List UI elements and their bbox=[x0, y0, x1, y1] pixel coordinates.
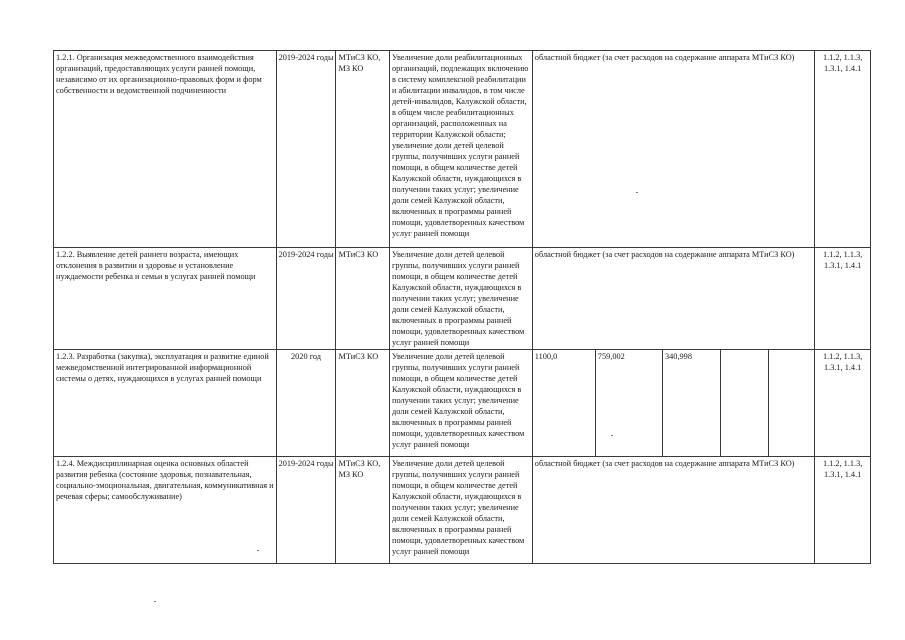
expected-result-cell: Увеличение доли детей целевой группы, получивших услуги ранней помощи, в общем количестве детей Калужской области, нуждающихся в получении таких услуг; увеличение доли семей Калужской области, включенных в программы ранней помощи, удовлетворенных качеством услуг ранней помощи bbox=[390, 350, 533, 457]
period-cell: 2019-2024 годы bbox=[276, 51, 336, 248]
executor-cell: МТиСЗ КО, МЗ КО bbox=[336, 51, 390, 248]
table-row bbox=[54, 350, 871, 457]
indicators-cell: 1.1.2, 1.1.3, 1.3.1, 1.4.1 bbox=[815, 51, 871, 248]
scan-speck bbox=[611, 435, 613, 436]
program-activities-table bbox=[53, 50, 871, 564]
activity-name-cell: 1.2.1. Организация межведомственного взаимодействия организаций, предоставляющих услуги ранней помощи, независимо от их организационно-правовых форм и форм собственности и ведомственной подчиненности bbox=[54, 51, 277, 248]
funding-source-cell: областной бюджет (за счет расходов на содержание аппарата МТиСЗ КО) bbox=[532, 51, 815, 248]
indicators-cell: 1.1.2, 1.1.3, 1.3.1, 1.4.1 bbox=[815, 350, 871, 457]
expected-result-cell: Увеличение доли детей целевой группы, получивших услуги ранней помощи, в общем количестве детей Калужской области, нуждающихся в получении таких услуг; увеличение доли семей Калужской области, включенных в программы ранней помощи, удовлетворенных качеством услуг ранней помощи bbox=[390, 248, 533, 350]
expected-result-cell: Увеличение доли детей целевой группы, получивших услуги ранней помощи, в общем количестве детей Калужской области, нуждающихся в получении таких услуг; увеличение доли семей Калужской области, включенных в программы ранней помощи, удовлетворенных качеством услуг ранней помощи bbox=[390, 457, 533, 564]
amount-federal-cell: 759,002 bbox=[595, 350, 662, 457]
scan-speck bbox=[636, 192, 638, 193]
amount-other-cell bbox=[769, 350, 815, 457]
scan-speck bbox=[154, 601, 156, 602]
amount-local-cell bbox=[720, 350, 768, 457]
period-cell: 2020 год bbox=[276, 350, 336, 457]
indicators-cell: 1.1.2, 1.1.3, 1.3.1, 1.4.1 bbox=[815, 248, 871, 350]
indicators-cell: 1.1.2, 1.1.3, 1.3.1, 1.4.1 bbox=[815, 457, 871, 564]
funding-source-cell: областной бюджет (за счет расходов на содержание аппарата МТиСЗ КО) bbox=[532, 248, 815, 350]
funding-source-cell: областной бюджет (за счет расходов на содержание аппарата МТиСЗ КО) bbox=[532, 457, 815, 564]
executor-cell: МТиСЗ КО bbox=[336, 350, 390, 457]
amount-total-cell: 1100,0 bbox=[532, 350, 595, 457]
executor-cell: МТиСЗ КО bbox=[336, 248, 390, 350]
table-row bbox=[54, 248, 871, 350]
activity-name-cell: 1.2.2. Выявление детей раннего возраста, имеющих отклонения в развитии и здоровье и установление нуждаемости ребенка и семьи в услугах ранней помощи bbox=[54, 248, 277, 350]
expected-result-cell: Увеличение доли реабилитационных организаций, подлежащих включению в систему комплексной реабилитации и абилитации инвалидов, в том числе детей-инвалидов, Калужской области, в общем числе реабилитационных организаций, расположенных на территории Калужской области; увеличение доли детей целевой группы, получивших услуги ранней помощи, в общем количестве детей Калужской области, нуждающихся в получении таких услуг; увеличение доли семей Калужской области, включенных в программы ранней помощи, удовлетворенных качеством услуг ранней помощи bbox=[390, 51, 533, 248]
table-row bbox=[54, 457, 871, 564]
period-cell: 2019-2024 годы bbox=[276, 457, 336, 564]
activity-name-cell: 1.2.4. Междисциплинарная оценка основных областей развития ребенка (состояние здоровья, познавательная, социально-эмоциональная, двигательная, коммуникативная и речевая сферы; самообслуживание) bbox=[54, 457, 277, 564]
activity-name-cell: 1.2.3. Разработка (закупка), эксплуатация и развитие единой межведомственной интегрированной информационной системы о детях, нуждающихся в услугах ранней помощи bbox=[54, 350, 277, 457]
scan-speck bbox=[257, 550, 259, 551]
executor-cell: МТиСЗ КО, МЗ КО bbox=[336, 457, 390, 564]
period-cell: 2019-2024 годы bbox=[276, 248, 336, 350]
table-row bbox=[54, 51, 871, 248]
amount-regional-cell: 340,998 bbox=[663, 350, 721, 457]
